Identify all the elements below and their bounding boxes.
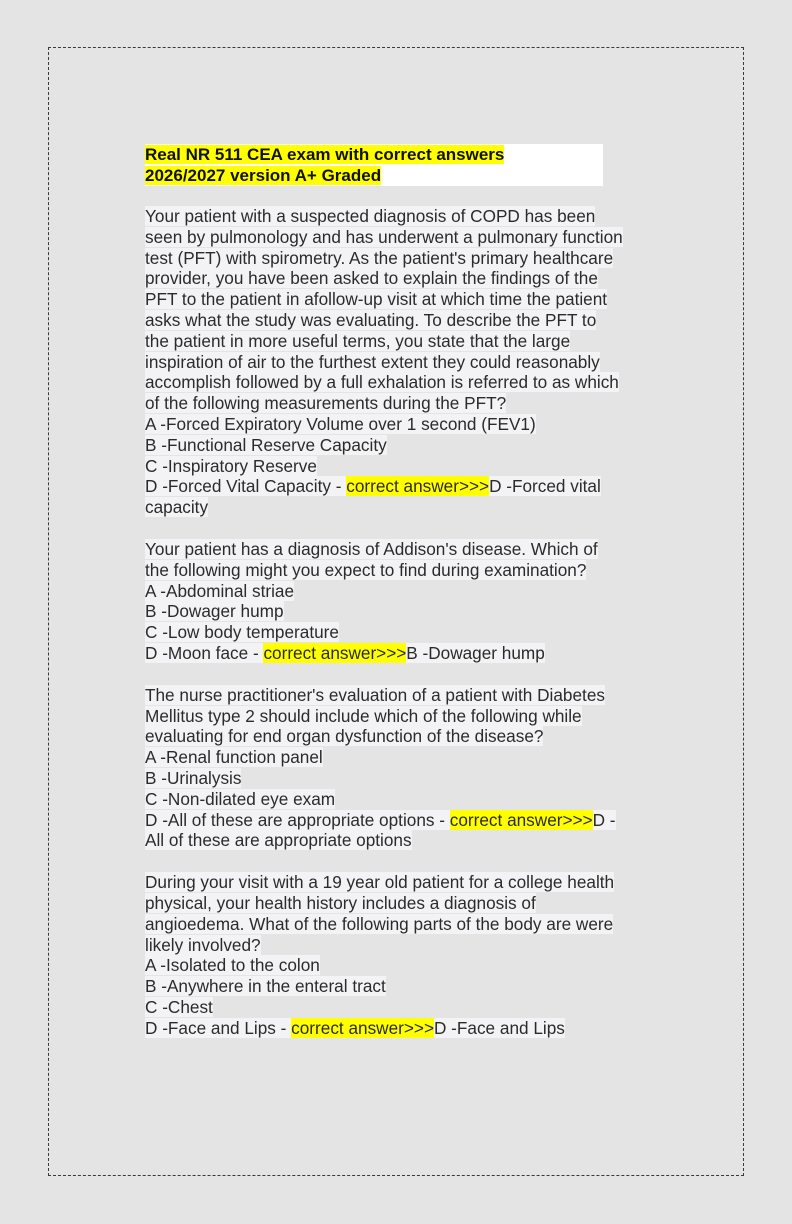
question-text: C -Low body temperature (145, 622, 339, 643)
question-line (145, 893, 645, 914)
correct-answer-text: D -Face and Lips (433, 1017, 565, 1038)
question-line (145, 872, 645, 893)
question-text: Mellitus type 2 should include which of the following while (145, 705, 582, 726)
correct-answer-text-continued: All of these are appropriate options (145, 830, 412, 851)
question-line (145, 331, 645, 352)
correct-answer-highlight: correct answer>>> (263, 642, 407, 663)
question-text: the patient in more useful terms, you state that the large (145, 330, 571, 351)
question-line (145, 789, 645, 810)
question-line (145, 706, 645, 727)
question-line (145, 268, 645, 289)
question-line (145, 955, 645, 976)
question-line (145, 935, 645, 956)
question-line (145, 726, 645, 747)
question-text: angioedema. What of the following parts of the body are were (145, 913, 614, 934)
question-block (145, 872, 645, 1038)
answer-line (145, 476, 645, 497)
question-text: evaluating for end organ dysfunction of the disease? (145, 726, 544, 747)
question-line (145, 747, 645, 768)
correct-answer-highlight: correct answer>>> (291, 1017, 434, 1038)
question-line (145, 456, 645, 477)
correct-answer-highlight: correct answer>>> (449, 809, 593, 830)
question-text: B -Functional Reserve Capacity (145, 434, 387, 455)
answer-continuation-line (145, 830, 645, 851)
question-block (145, 685, 645, 851)
question-line (145, 976, 645, 997)
question-text: B -Anywhere in the enteral tract (145, 976, 386, 997)
question-text: B -Urinalysis (145, 767, 242, 788)
question-line (145, 560, 645, 581)
document-title (145, 144, 603, 186)
correct-answer-text: D -Forced vital (489, 476, 601, 497)
question-line (145, 310, 645, 331)
question-text: seen by pulmonology and has underwent a pulmonary function (145, 226, 623, 247)
question-text: During your visit with a 19 year old patient for a college health (145, 872, 615, 893)
answer-option-d: D -Face and Lips - (145, 1017, 292, 1038)
question-text: asks what the study was evaluating. To describe the PFT to (145, 309, 597, 330)
question-line (145, 206, 645, 227)
question-line (145, 352, 645, 373)
question-text: C -Non-dilated eye exam (145, 788, 336, 809)
question-text: A -Renal function panel (145, 747, 323, 768)
question-line (145, 685, 645, 706)
question-text: likely involved? (145, 934, 261, 955)
document-content (145, 144, 645, 1059)
question-text: Your patient with a suspected diagnosis of COPD has been (145, 206, 596, 226)
correct-answer-text: B -Dowager hump (406, 642, 545, 663)
question-text: provider, you have been asked to explain the findings of the (145, 268, 598, 289)
title-line-2: 2026/2027 version A+ Graded (145, 166, 382, 185)
question-line (145, 622, 645, 643)
question-text: physical, your health history includes a diagnosis of (145, 892, 536, 913)
correct-answer-text-continued: capacity (145, 497, 209, 518)
question-line (145, 997, 645, 1018)
answer-line (145, 810, 645, 831)
answer-line (145, 1018, 645, 1039)
question-text: test (PFT) with spirometry. As the patient's primary healthcare (145, 247, 614, 268)
answer-continuation-line (145, 497, 645, 518)
answer-option-d: D -Forced Vital Capacity - (145, 476, 347, 497)
question-line (145, 289, 645, 310)
question-text: C -Inspiratory Reserve (145, 455, 317, 476)
question-line (145, 393, 645, 414)
answer-line (145, 643, 645, 664)
question-line (145, 601, 645, 622)
question-text: B -Dowager hump (145, 601, 284, 622)
answer-option-d: D -Moon face - (145, 642, 264, 663)
correct-answer-highlight: correct answer>>> (346, 476, 490, 497)
question-text: A -Isolated to the colon (145, 955, 320, 976)
question-line (145, 372, 645, 393)
question-text: The nurse practitioner's evaluation of a patient with Diabetes (145, 684, 605, 705)
question-text: inspiration of air to the furthest extent they could reasonably (145, 351, 600, 372)
title-line-1: Real NR 511 CEA exam with correct answers (145, 145, 505, 164)
question-line (145, 248, 645, 269)
question-text: C -Chest (145, 996, 213, 1017)
question-line (145, 914, 645, 935)
question-text: accomplish followed by a full exhalation is referred to as which (145, 372, 619, 393)
question-block (145, 206, 645, 518)
question-line (145, 581, 645, 602)
question-text: A -Abdominal striae (145, 580, 295, 601)
correct-answer-text: D - (592, 809, 616, 830)
question-text: the following might you expect to find during examination? (145, 559, 587, 580)
question-list (145, 206, 645, 1038)
question-line (145, 539, 645, 560)
question-text: of the following measurements during the PFT? (145, 393, 507, 414)
question-line (145, 768, 645, 789)
question-text: Your patient has a diagnosis of Addison's disease. Which of (145, 538, 598, 559)
question-text: PFT to the patient in afollow-up visit at which time the patient (145, 289, 608, 310)
question-block (145, 539, 645, 664)
answer-option-d: D -All of these are appropriate options - (145, 809, 450, 830)
question-line (145, 227, 645, 248)
question-line (145, 435, 645, 456)
question-line (145, 414, 645, 435)
question-text: A -Forced Expiratory Volume over 1 second (FEV1) (145, 413, 536, 434)
